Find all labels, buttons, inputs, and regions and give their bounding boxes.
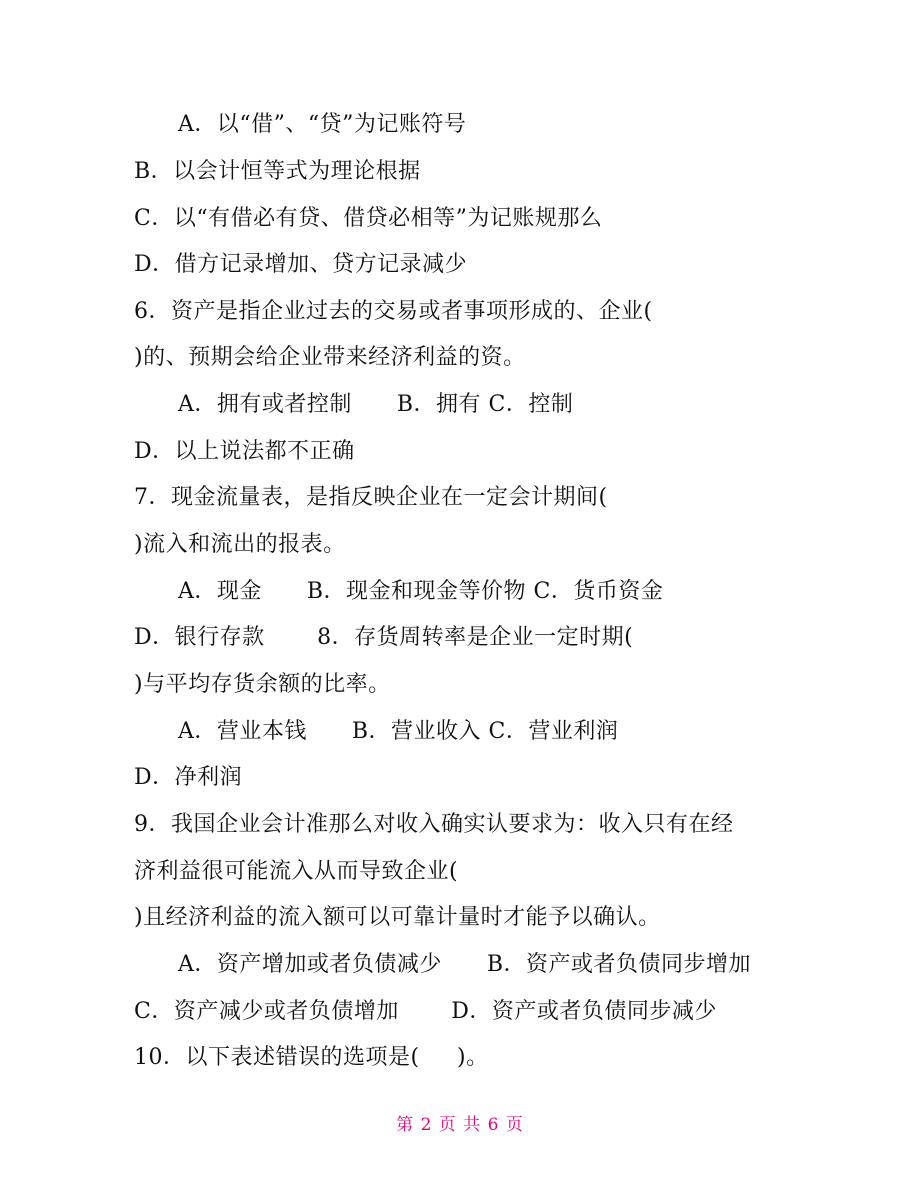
- question-6-line-2: )的、预期会给企业带来经济利益的资。: [134, 345, 526, 370]
- options-9-ab: A．资产增加或者负债减少 B．资产或者负债同步增加: [178, 952, 752, 977]
- question-10: 10．以下表述错误的选项是( )。: [134, 1045, 489, 1070]
- option-5c: C．以“有借必有贷、借贷必相等”为记账规那么: [134, 206, 603, 231]
- options-7-abc: A．现金 B．现金和现金等价物 C．货币资金: [178, 579, 664, 604]
- option-5d: D．借方记录增加、贷方记录减少: [134, 252, 468, 277]
- page-number-footer: 第 2 页 共 6 页: [396, 1115, 524, 1135]
- options-9-cd: C．资产减少或者负债增加 D．资产或者负债同步减少: [134, 999, 717, 1024]
- option-6d: D．以上说法都不正确: [134, 439, 355, 464]
- question-7-line-1: 7．现金流量表，是指反映企业在一定会计期间(: [134, 485, 608, 510]
- question-9-line-3: )且经济利益的流入额可以可靠计量时才能予以确认。: [134, 905, 661, 930]
- question-9-line-2: 济利益很可能流入从而导致企业(: [134, 859, 459, 884]
- question-9-line-1: 9．我国企业会计准那么对收入确实认要求为：收入只有在经: [134, 812, 734, 837]
- options-8-abc: A．营业本钱 B．营业收入 C．营业利润: [178, 719, 619, 744]
- question-6-line-1: 6．资产是指企业过去的交易或者事项形成的、企业(: [134, 299, 653, 324]
- question-7-line-2: )流入和流出的报表。: [134, 532, 346, 557]
- question-8-line-2: )与平均存货余额的比率。: [134, 672, 391, 697]
- option-5b: B．以会计恒等式为理论根据: [134, 159, 421, 184]
- options-6-abc: A．拥有或者控制 B．拥有 C．控制: [178, 392, 574, 417]
- option-5a: A．以“借”、“贷”为记账符号: [178, 112, 467, 137]
- option-7d-and-question-8: D．银行存款 8．存货周转率是企业一定时期(: [134, 625, 634, 650]
- option-8d: D．净利润: [134, 765, 243, 790]
